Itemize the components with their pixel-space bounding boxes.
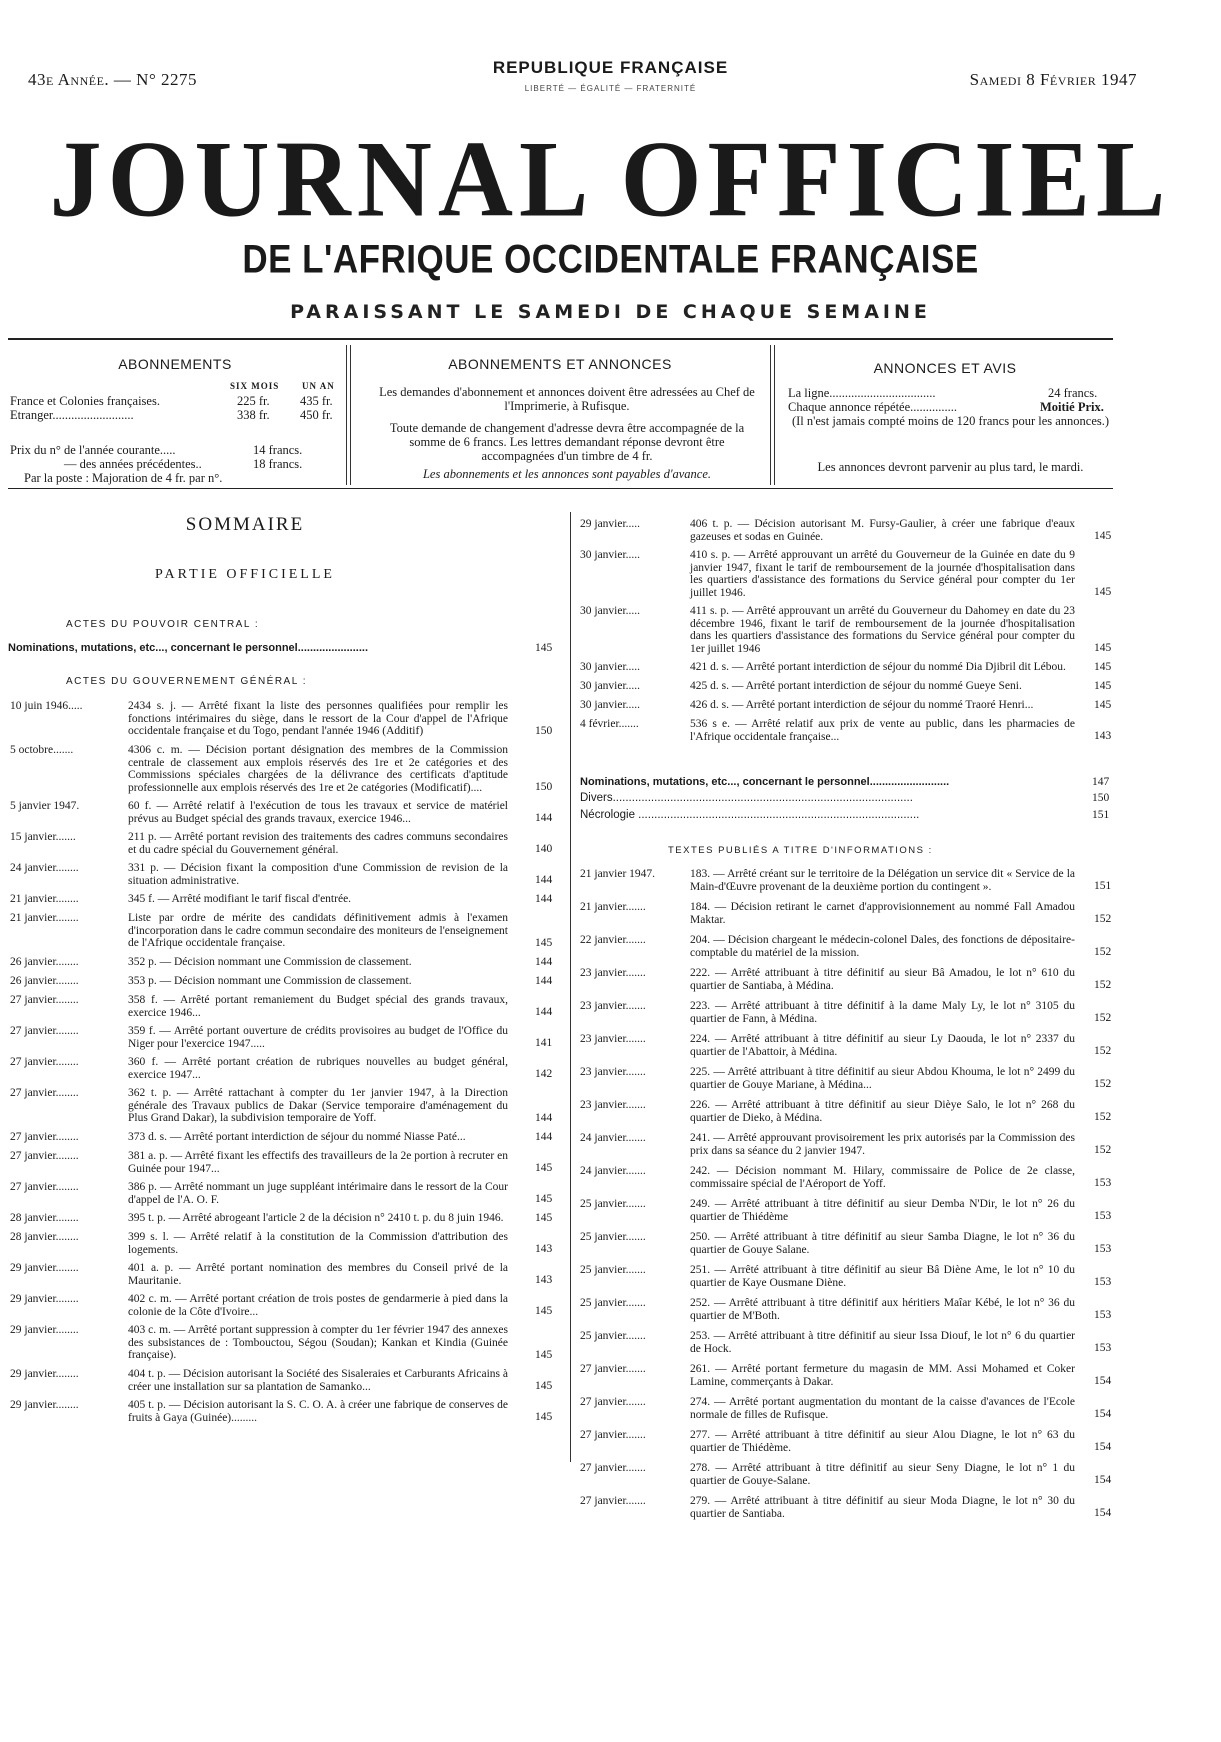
entry-page: 152 <box>1094 913 1112 925</box>
price-previous: — des années précédentes.. <box>64 457 202 471</box>
entry-page: 152 <box>1094 946 1112 958</box>
price-previous-value: 18 francs. <box>253 457 303 471</box>
entry-text: 358 f. — Arrêté portant remaniement du Budget spécial des grands travaux, exercice 1946... <box>128 994 508 1019</box>
entry-date: 27 janvier....... <box>580 1495 646 1507</box>
entry-text: 183. — Arrêté créant sur le territoire de la Délégation un service dit « Service de la Main-d'Œuvre provenant de la deuxième portion du contingent ». <box>690 868 1075 893</box>
summary-entry <box>580 967 1114 992</box>
six-months-header: SIX MOIS <box>230 381 280 391</box>
entry-text: 249. — Arrêté attribuant à titre définitif au sieur Demba N'Dir, le lot n° 26 du quartier de Thiédème <box>690 1198 1075 1223</box>
entry-page: 144 <box>535 1006 553 1018</box>
one-year-header: UN AN <box>302 381 335 391</box>
divers-page: 150 <box>1092 792 1110 804</box>
entry-date: 15 janvier....... <box>10 831 76 843</box>
entry-date: 30 janvier..... <box>580 699 641 711</box>
entry-page: 154 <box>1094 1375 1112 1387</box>
entry-page: 154 <box>1094 1507 1112 1519</box>
summary-entry <box>580 661 1114 674</box>
entry-date: 27 janvier........ <box>10 1181 79 1193</box>
entry-date: 27 janvier........ <box>10 1025 79 1037</box>
summary-entry <box>580 549 1114 599</box>
entry-page: 153 <box>1094 1177 1112 1189</box>
entry-text: 242. — Décision nommant M. Hilary, commissaire de Police de 2e classe, commissaire spécial de l'Aéroport de Yoff. <box>690 1165 1075 1190</box>
box-divider-left-2 <box>350 345 351 485</box>
entry-date: 22 janvier....... <box>580 934 646 946</box>
summary-entry <box>580 934 1114 959</box>
entry-page: 144 <box>535 893 553 905</box>
summary-entry <box>10 1231 555 1256</box>
summary-entry <box>10 700 555 738</box>
summary-entry <box>580 680 1114 693</box>
entry-date: 27 janvier........ <box>10 1131 79 1143</box>
summary-entry <box>10 956 555 969</box>
entry-text: 2434 s. j. — Arrêté fixant la liste des personnes qualifiées pour remplir les fonctions intérimaires du siège, dans le ressort de la Cour d'appel de l'Afrique occidentale française et du Togo, pendant l'année 1946 (Additif) <box>128 700 508 737</box>
entry-page: 154 <box>1094 1408 1112 1420</box>
entry-page: 152 <box>1094 1045 1112 1057</box>
entry-date: 21 janvier........ <box>10 912 79 924</box>
entry-date: 23 janvier....... <box>580 1033 646 1045</box>
summary-entry <box>580 1462 1114 1487</box>
summary-entry <box>580 605 1114 655</box>
entry-text: 261. — Arrêté portant fermeture du magasin de MM. Assi Mohamed et Coker Lamine, commerçants à Dakar. <box>690 1363 1075 1388</box>
summary-entry <box>580 1231 1114 1256</box>
entry-page: 153 <box>1094 1342 1112 1354</box>
summary-entry <box>580 1264 1114 1289</box>
entry-date: 27 janvier....... <box>580 1462 646 1474</box>
entry-text: 277. — Arrêté attribuant à titre définitif au sieur Alou Diagne, le lot n° 63 du quartier de Thiédème. <box>690 1429 1075 1454</box>
line-price-label: La ligne.................................. <box>788 386 936 400</box>
entry-date: 4 février....... <box>580 718 639 730</box>
entry-date: 28 janvier........ <box>10 1212 79 1224</box>
summary-entry <box>580 868 1114 893</box>
entry-date: 30 janvier..... <box>580 605 641 617</box>
entry-page: 145 <box>535 1349 553 1361</box>
issue-number: 43e Année. — N° 2275 <box>28 70 197 89</box>
entry-text: 184. — Décision retirant le carnet d'approvisionnement au nommé Fall Amadou Maktar. <box>690 901 1075 926</box>
entry-text: 60 f. — Arrêté relatif à l'exécution de tous les travaux et service de matériel prévus au Budget spécial des grands travaux, exercice 1946... <box>128 800 508 825</box>
entry-page: 144 <box>535 956 553 968</box>
issue-date: Samedi 8 Février 1947 <box>969 70 1137 89</box>
entry-date: 27 janvier........ <box>10 1087 79 1099</box>
entry-date: 23 janvier....... <box>580 967 646 979</box>
price-current-value: 14 francs. <box>253 443 303 457</box>
entry-page: 143 <box>535 1274 553 1286</box>
summary-entry <box>580 1099 1114 1124</box>
foreign-six-months: 338 fr. <box>237 408 270 422</box>
entry-date: 10 juin 1946..... <box>10 700 83 712</box>
top-rule <box>8 338 1113 340</box>
entry-text: 345 f. — Arrêté modifiant le tarif fiscal d'entrée. <box>128 893 352 905</box>
entry-text: Liste par ordre de mérite des candidats définitivement admis à l'examen d'incorporation dans le cadre commun secondaire des moniteurs de l'enseignement de l'Afrique occidentale française. <box>128 912 509 949</box>
summary-entry <box>10 1293 555 1318</box>
entry-text: 386 p. — Arrêté nommant un juge suppléant intérimaire dans le ressort de la Cour d'appel de l'A. O. F. <box>128 1181 508 1206</box>
summary-entry <box>580 1066 1114 1091</box>
entry-page: 151 <box>1094 880 1112 892</box>
entry-date: 26 janvier........ <box>10 975 79 987</box>
entry-date: 24 janvier........ <box>10 862 79 874</box>
entry-date: 29 janvier........ <box>10 1324 79 1336</box>
entry-date: 27 janvier........ <box>10 1056 79 1068</box>
entry-page: 140 <box>535 843 553 855</box>
entry-text: 410 s. p. — Arrêté approuvant un arrêté du Gouverneur de la Guinée en date du 9 janvier 1947, fixant le tarif de remboursement de la journée d'hospitalisation dans les quartiers d'assistance des formations du Service général pour compter du 1er juillet 1946. <box>690 549 1075 599</box>
ads-notices-heading: ANNONCES ET AVIS <box>873 360 1017 376</box>
entry-page: 152 <box>1094 1012 1112 1024</box>
entry-text: 222. — Arrêté attribuant à titre définitif au sieur Bâ Amadou, le lot n° 610 du quartier de Santiaba, à Médina. <box>690 967 1075 992</box>
summary-entry <box>10 862 555 887</box>
entry-date: 21 janvier....... <box>580 901 646 913</box>
general-government-heading: ACTES DU GOUVERNEMENT GÉNÉRAL : <box>66 676 307 687</box>
entry-date: 23 janvier....... <box>580 1000 646 1012</box>
journal-title: JOURNAL OFFICIEL <box>49 119 1172 240</box>
entry-page: 145 <box>535 1305 553 1317</box>
entry-page: 145 <box>535 1380 553 1392</box>
entry-date: 24 janvier....... <box>580 1165 646 1177</box>
entry-page: 153 <box>1094 1276 1112 1288</box>
summary-entry <box>10 1324 555 1362</box>
summary-entry <box>580 1363 1114 1388</box>
republic-heading: REPUBLIQUE FRANÇAISE <box>492 58 729 77</box>
entry-text: 401 a. p. — Arrêté portant nomination des membres du Conseil privé de la Mauritanie. <box>128 1262 508 1287</box>
subscriptions-ads-heading: ABONNEMENTS ET ANNONCES <box>448 356 672 372</box>
entry-page: 145 <box>1094 530 1112 542</box>
summary-title: SOMMAIRE <box>185 514 305 535</box>
entry-page: 153 <box>1094 1309 1112 1321</box>
entry-date: 29 janvier........ <box>10 1293 79 1305</box>
entry-text: 223. — Arrêté attribuant à titre définitif à la dame Maly Ly, le lot n° 3105 du quartier de Fann, à Médina. <box>690 1000 1075 1025</box>
central-nominations: Nominations, mutations, etc..., concernant le personnel....................... <box>8 642 369 654</box>
entry-date: 30 janvier..... <box>580 680 641 692</box>
box-bottom-rule <box>8 488 1113 489</box>
entry-date: 27 janvier....... <box>580 1429 646 1441</box>
entry-text: 274. — Arrêté portant augmentation du montant de la caisse d'avances de l'Ecole normale de filles de Rufisque. <box>690 1396 1075 1421</box>
summary-entry <box>10 1150 555 1175</box>
entry-date: 27 janvier........ <box>10 994 79 1006</box>
summary-entry <box>580 1165 1114 1190</box>
entry-text: 279. — Arrêté attribuant à titre définitif au sieur Moda Diagne, le lot n° 30 du quartier de Santiaba. <box>690 1495 1075 1520</box>
subscriptions-heading: ABONNEMENTS <box>118 356 232 372</box>
summary-entry <box>580 518 1114 543</box>
entry-page: 143 <box>1094 730 1112 742</box>
entry-page: 145 <box>1094 642 1112 654</box>
entry-text: 352 p. — Décision nommant une Commission de classement. <box>128 956 412 968</box>
entry-date: 25 janvier....... <box>580 1264 646 1276</box>
minimum-note: (Il n'est jamais compté moins de 120 francs pour les annonces.) <box>791 414 1110 428</box>
entry-date: 30 janvier..... <box>580 661 641 673</box>
box-divider-right <box>770 345 771 485</box>
entry-date: 25 janvier....... <box>580 1330 646 1342</box>
entry-date: 23 janvier....... <box>580 1066 646 1078</box>
official-part-heading: PARTIE OFFICIELLE <box>155 567 335 582</box>
entry-text: 536 s e. — Arrêté relatif aux prix de vente au public, dans les pharmacies de l'Afrique occidentale française... <box>690 718 1075 743</box>
entry-text: 224. — Arrêté attribuant à titre définitif au sieur Ly Daouda, le lot n° 2337 du quartier de l'Abattoir, à Médina. <box>690 1033 1075 1058</box>
line-price-value: 24 francs. <box>1048 386 1098 400</box>
entry-date: 21 janvier........ <box>10 893 79 905</box>
entry-date: 25 janvier....... <box>580 1297 646 1309</box>
entry-page: 152 <box>1094 979 1112 991</box>
entry-date: 5 octobre....... <box>10 744 74 756</box>
entry-text: 251. — Arrêté attribuant à titre définitif au sieur Bâ Diène Ame, le lot n° 10 du quartier de Kaye Ousmane Diène. <box>690 1264 1075 1289</box>
entry-text: 411 s. p. — Arrêté approuvant un arrêté du Gouverneur du Dahomey en date du 23 décembre 1946, fixant le tarif de remboursement de la journée d'hospitalisation dans les quartiers d'assistance des formations du Service général pour compter du 1er juillet 1946 <box>690 605 1075 655</box>
necrology-label: Nécrologie ........................................................................................ <box>580 809 920 821</box>
entry-text: 211 p. — Arrêté portant revision des traitements des cadres communs secondaires et du cadre spécial du Gouvernement général. <box>128 831 508 856</box>
entry-text: 405 t. p. — Décision autorisant la S. C. O. A. à créer une fabrique de conserves de fruits à Gaya (Guinée)......... <box>128 1399 508 1424</box>
entry-page: 152 <box>1094 1144 1112 1156</box>
france-label: France et Colonies françaises. <box>10 394 160 408</box>
entry-page: 144 <box>535 874 553 886</box>
summary-entry <box>10 1262 555 1287</box>
entry-page: 152 <box>1094 1111 1112 1123</box>
entry-page: 145 <box>535 1162 553 1174</box>
entry-page: 141 <box>535 1037 553 1049</box>
summary-entry <box>10 1131 555 1144</box>
entry-date: 24 janvier....... <box>580 1132 646 1144</box>
journal-subtitle: DE L'AFRIQUE OCCIDENTALE FRANÇAISE <box>242 237 979 282</box>
entry-page: 142 <box>535 1068 553 1080</box>
repeat-ad-label: Chaque annonce répétée............... <box>788 400 958 414</box>
central-nominations-page: 145 <box>535 642 553 654</box>
entry-page: 145 <box>535 937 553 949</box>
entry-date: 27 janvier....... <box>580 1363 646 1375</box>
summary-entry <box>10 975 555 988</box>
summary-entry <box>580 718 1114 743</box>
entry-text: 353 p. — Décision nommant une Commission de classement. <box>128 975 412 987</box>
entry-page: 145 <box>1094 586 1112 598</box>
summary-entry <box>10 1368 555 1393</box>
entry-text: 278. — Arrêté attribuant à titre définitif au sieur Seny Diagne, le lot n° 1 du quartier de Gouye-Salane. <box>690 1462 1075 1487</box>
entry-page: 154 <box>1094 1474 1112 1486</box>
summary-entry <box>580 1429 1114 1454</box>
summary-entry <box>580 901 1114 926</box>
summary-entry <box>580 1033 1114 1058</box>
entry-page: 145 <box>535 1411 553 1423</box>
entry-date: 29 janvier........ <box>10 1399 79 1411</box>
entry-text: 381 a. p. — Arrêté fixant les effectifs des travailleurs de la 2e portion à recruter en Guinée pour 1947... <box>128 1150 508 1175</box>
entry-date: 27 janvier....... <box>580 1396 646 1408</box>
entry-text: 241. — Arrêté approuvant provisoirement les prix autorisés par la Commission des prix dans sa séance du 2 janvier 1947. <box>690 1132 1075 1157</box>
entry-text: 250. — Arrêté attribuant à titre définitif au sieur Samba Diagne, le lot n° 36 du quartier de Gouye Salane. <box>690 1231 1075 1256</box>
divers-label: Divers.............................................................................................. <box>580 792 913 804</box>
summary-entry <box>580 1198 1114 1223</box>
mid-paragraph-1: Les demandes d'abonnement et annonces doivent être adressées au Chef de l'Imprimerie, à Rufisque. <box>379 385 755 413</box>
entry-date: 29 janvier........ <box>10 1368 79 1380</box>
entry-page: 154 <box>1094 1441 1112 1453</box>
entry-text: 362 t. p. — Arrêté rattachant à compter du 1er janvier 1947, à la Direction générale des Travaux publics de Dakar (Service temporaire d'aménagement du Plus Grand Dakar), la subdivision temporaire de Yoff. <box>128 1087 508 1124</box>
column-divider <box>570 512 571 1462</box>
repeat-ad-value: Moitié Prix. <box>1040 400 1104 414</box>
entry-text: 402 c. m. — Arrêté portant création de trois postes de gendarmerie à pied dans la colonie de la Côte d'Ivoire... <box>128 1293 508 1318</box>
entry-text: 226. — Arrêté attribuant à titre définitif au sieur Dièye Salo, le lot n° 268 du quartier de Dieko, à Médina. <box>690 1099 1075 1124</box>
entry-page: 153 <box>1094 1243 1112 1255</box>
summary-entry <box>10 1056 555 1081</box>
right-nominations-page: 147 <box>1092 776 1110 788</box>
entry-text: 253. — Arrêté attribuant à titre définitif au sieur Issa Diouf, le lot n° 6 du quartier de Hock. <box>690 1330 1075 1355</box>
entry-text: 403 c. m. — Arrêté portant suppression à compter du 1er février 1947 des annexes des subsistances de : Tombouctou, Ségou (Soudan); Kankan et Kindia (Guinée française). <box>128 1324 508 1361</box>
entry-page: 144 <box>535 975 553 987</box>
entry-page: 144 <box>535 1112 553 1124</box>
box-divider-right-2 <box>774 345 775 485</box>
entry-date: 23 janvier....... <box>580 1099 646 1111</box>
summary-entry <box>580 1132 1114 1157</box>
summary-entry <box>580 699 1114 712</box>
entry-date: 29 janvier........ <box>10 1262 79 1274</box>
entry-text: 421 d. s. — Arrêté portant interdiction de séjour du nommé Dia Djibril dit Lébou. <box>690 661 1066 673</box>
entry-text: 395 t. p. — Arrêté abrogeant l'article 2 de la décision n° 2410 t. p. du 8 juin 1946. <box>128 1212 504 1224</box>
entry-page: 145 <box>1094 661 1112 673</box>
necrology-page: 151 <box>1092 809 1110 821</box>
summary-entry <box>580 1396 1114 1421</box>
entry-text: 204. — Décision chargeant le médecin-colonel Dales, des fonctions de dépositaire-comptable du matériel de la mission. <box>690 934 1075 959</box>
france-six-months: 225 fr. <box>237 394 270 408</box>
entry-page: 150 <box>535 725 553 737</box>
summary-entry <box>10 800 555 825</box>
entry-date: 28 janvier........ <box>10 1231 79 1243</box>
central-power-heading: ACTES DU POUVOIR CENTRAL : <box>66 619 260 630</box>
summary-entry <box>10 1212 555 1225</box>
summary-entry <box>10 893 555 906</box>
price-current: Prix du n° de l'année courante..... <box>10 443 176 457</box>
entry-page: 144 <box>535 812 553 824</box>
entry-page: 144 <box>535 1131 553 1143</box>
entry-date: 29 janvier..... <box>580 518 641 530</box>
summary-entry <box>580 1495 1114 1520</box>
entry-page: 145 <box>535 1193 553 1205</box>
entry-text: 399 s. l. — Arrêté relatif à la constitution de la Commission d'attribution des logements. <box>128 1231 508 1256</box>
entry-text: 252. — Arrêté attribuant à titre définitif aux héritiers Maîar Kébé, le lot n° 36 du quartier de M'Both. <box>690 1297 1075 1322</box>
entry-date: 26 janvier........ <box>10 956 79 968</box>
summary-entry <box>10 831 555 856</box>
info-texts-heading: TEXTES PUBLIÉS A TITRE D'INFORMATIONS : <box>668 845 933 856</box>
entry-page: 145 <box>1094 680 1112 692</box>
mid-paragraph-2: Toute demande de changement d'adresse devra être accompagnée de la somme de 6 francs. Les lettres demandant réponse devront être accompagnées d'un timbre de 4 fr. <box>389 421 745 463</box>
entry-date: 27 janvier........ <box>10 1150 79 1162</box>
entry-text: 426 d. s. — Arrêté portant interdiction de séjour du nommé Traoré Henri... <box>690 699 1034 711</box>
entry-text: 359 f. — Arrêté portant ouverture de crédits provisoires au budget de l'Office du Niger pour l'exercice 1947..... <box>128 1025 508 1050</box>
entry-page: 150 <box>535 781 553 793</box>
summary-entry <box>580 1297 1114 1322</box>
price-post: Par la poste : Majoration de 4 fr. par n°. <box>24 471 223 485</box>
summary-entry <box>580 1000 1114 1025</box>
box-divider-left <box>346 345 347 485</box>
summary-entry <box>10 1025 555 1050</box>
summary-entry <box>10 994 555 1019</box>
entry-date: 25 janvier....... <box>580 1198 646 1210</box>
entry-page: 153 <box>1094 1210 1112 1222</box>
summary-entry <box>10 744 555 794</box>
entry-date: 5 janvier 1947. <box>10 800 80 812</box>
entry-page: 145 <box>535 1212 553 1224</box>
journal-tagline: PARAISSANT LE SAMEDI DE CHAQUE SEMAINE <box>290 301 931 323</box>
entry-page: 145 <box>1094 699 1112 711</box>
summary-entry <box>10 1399 555 1424</box>
foreign-one-year: 450 fr. <box>300 408 333 422</box>
summary-entry <box>10 1181 555 1206</box>
entry-text: 360 f. — Arrêté portant création de rubriques nouvelles au budget général, exercice 1947... <box>128 1056 508 1081</box>
entry-page: 143 <box>535 1243 553 1255</box>
entry-text: 404 t. p. — Décision autorisant la Société des Sisaleraies et Carburants Africains à créer une installation sur sa plantation de Samanko... <box>128 1368 508 1393</box>
entry-text: 425 d. s. — Arrêté portant interdiction de séjour du nommé Gueye Seni. <box>690 680 1022 692</box>
foreign-label: Etranger.......................... <box>10 408 134 422</box>
motto: LIBERTÉ — ÉGALITÉ — FRATERNITÉ <box>524 84 697 93</box>
summary-entry <box>10 1087 555 1125</box>
mid-paragraph-3: Les abonnements et les annonces sont payables d'avance. <box>422 467 712 481</box>
summary-entry <box>580 1330 1114 1355</box>
entry-text: 225. — Arrêté attribuant à titre définitif au sieur Abdou Khouma, le lot n° 2499 du quartier de Gouye Mariane, à Médina... <box>690 1066 1075 1091</box>
entry-date: 25 janvier....... <box>580 1231 646 1243</box>
right-nominations: Nominations, mutations, etc..., concernant le personnel.......................... <box>580 776 950 788</box>
entry-text: 406 t. p. — Décision autorisant M. Fursy-Gaulier, à créer une fabrique d'eaux gazeuses et sodas en Guinée. <box>690 518 1075 543</box>
summary-entry <box>10 912 555 950</box>
france-one-year: 435 fr. <box>300 394 333 408</box>
entry-date: 21 janvier 1947. <box>580 868 656 880</box>
entry-text: 373 d. s. — Arrêté portant interdiction de séjour du nommé Niasse Paté... <box>128 1131 466 1143</box>
entry-text: 331 p. — Décision fixant la composition d'une Commission de revision de la situation administrative. <box>128 862 508 887</box>
entry-date: 30 janvier..... <box>580 549 641 561</box>
entry-page: 152 <box>1094 1078 1112 1090</box>
deadline-note: Les annonces devront parvenir au plus tard, le mardi. <box>817 460 1084 474</box>
entry-text: 4306 c. m. — Décision portant désignation des membres de la Commission centrale de classement aux emplois réservés des 1re et 2e catégories et des Commissions spéciales chargées de la délivrance des certificats d'aptitude professionnelle aux emplois réservés des 1re et 2e catégories (Modificatif).... <box>128 744 508 794</box>
